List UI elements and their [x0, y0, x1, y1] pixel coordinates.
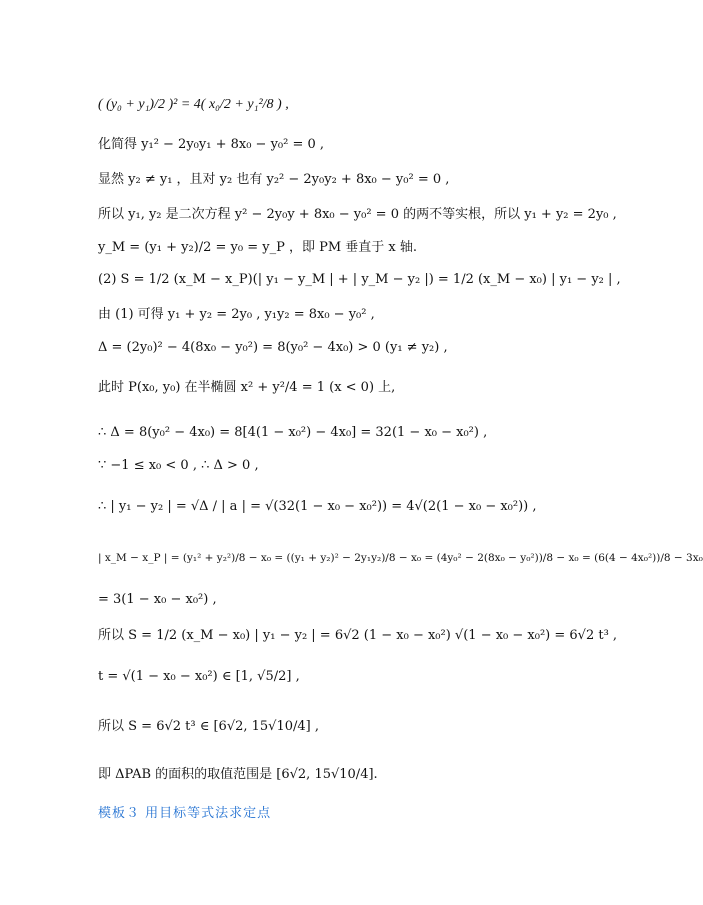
section-heading: 模板３ 用目标等式法求定点 — [98, 806, 272, 821]
equation-line-7: 由 (1) 可得 y₁ + y₂ = 2y₀ , y₁y₂ = 8x₀ − y₀² , — [98, 307, 375, 322]
equation-line-8: Δ = (2y₀)² − 4(8x₀ − y₀²) = 8(y₀² − 4x₀) > 0 (y₁ ≠ y₂) , — [98, 340, 448, 355]
equation-line-5: y_M = (y₁ + y₂)/2 = y₀ = y_P ，即 PM 垂直于 x 轴. — [98, 240, 418, 255]
equation-line-2: 化简得 y₁² − 2y₀y₁ + 8x₀ − y₀² = 0 , — [98, 137, 325, 152]
equation-line-1: ( (y₀ + y₁)/2 )² = 4( x₀/2 + y₁²/8 ) , — [98, 97, 289, 112]
equation-line-14: = 3(1 − x₀ − x₀²) , — [98, 592, 217, 607]
equation-line-18: 即 ΔPAB 的面积的取值范围是 [6√2, 15√10/4]. — [98, 767, 378, 782]
equation-line-11: ∵ −1 ≤ x₀ < 0 , ∴ Δ > 0 , — [98, 458, 259, 473]
equation-line-15: 所以 S = 1/2 (x_M − x₀) | y₁ − y₂ | = 6√2 (1 − x₀ − x₀²) √(1 − x₀ − x₀²) = 6√2 t³ , — [98, 628, 618, 643]
equation-line-6: (2) S = 1/2 (x_M − x_P)(| y₁ − y_M | + | y_M − y₂ |) = 1/2 (x_M − x₀) | y₁ − y₂ | , — [98, 272, 621, 287]
equation-line-16: t = √(1 − x₀ − x₀²) ∈ [1, √5/2] , — [98, 669, 300, 684]
equation-line-3: 显然 y₂ ≠ y₁ ，且对 y₂ 也有 y₂² − 2y₀y₂ + 8x₀ − y₀² = 0 , — [98, 172, 450, 187]
equation-line-12: ∴ | y₁ − y₂ | = √Δ / | a | = √(32(1 − x₀ − x₀²)) = 4√(2(1 − x₀ − x₀²)) , — [98, 499, 537, 514]
equation-line-10: ∴ Δ = 8(y₀² − 4x₀) = 8[4(1 − x₀²) − 4x₀] = 32(1 − x₀ − x₀²) , — [98, 425, 488, 440]
equation-line-9: 此时 P(x₀, y₀) 在半椭圆 x² + y²/4 = 1 (x < 0) 上, — [98, 380, 396, 395]
equation-line-4: 所以 y₁, y₂ 是二次方程 y² − 2y₀y + 8x₀ − y₀² = 0 的两不等实根，所以 y₁ + y₂ = 2y₀ , — [98, 207, 617, 222]
equation-line-17: 所以 S = 6√2 t³ ∈ [6√2, 15√10/4] , — [98, 719, 319, 734]
equation-line-13: | x_M − x_P | = (y₁² + y₂²)/8 − x₀ = ((y₁ + y₂)² − 2y₁y₂)/8 − x₀ = (4y₀² − 2(8x₀ − y₀²))/8 − x₀ = (6(4 − 4x₀²))/8 − 3x₀ — [98, 552, 703, 564]
